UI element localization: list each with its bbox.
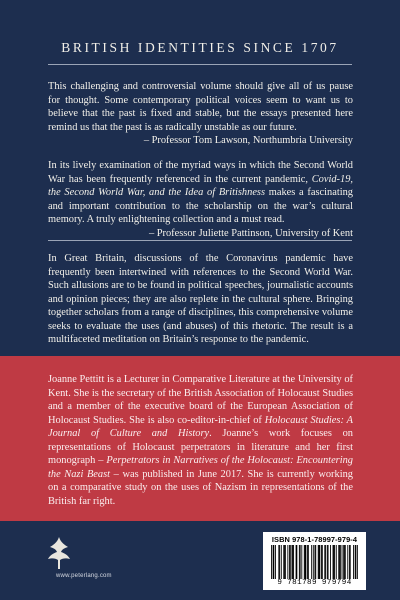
barcode-bar bbox=[301, 545, 302, 579]
barcode-bar bbox=[305, 545, 306, 579]
barcode-bar bbox=[315, 545, 316, 579]
peter-lang-logo-icon bbox=[45, 536, 73, 570]
barcode-bar bbox=[271, 545, 272, 579]
barcode-bar bbox=[281, 545, 282, 579]
barcode-bar bbox=[324, 545, 325, 579]
barcode-bar bbox=[357, 545, 358, 579]
barcode-bar bbox=[327, 545, 328, 579]
barcode-bar bbox=[347, 545, 348, 579]
barcode-bar bbox=[292, 545, 293, 579]
barcode-bar bbox=[293, 545, 294, 579]
book-description: In Great Britain, discussions of the Coronavirus pandemic have frequently been intertwined with references to the Second World War. Such allusions are to be found in political speeches, journalistic accounts and opinion pieces; they are also replete in the cultural sphere. Bringing together scholars from a range of disciplines, this comprehensive volume seeks to evaluate the uses (and abuses) of this rhetoric. The result is a multifaceted meditation on Britain’s response to the pandemic. bbox=[48, 253, 353, 345]
top-divider bbox=[48, 64, 352, 65]
barcode-bar bbox=[340, 545, 341, 579]
barcode-bar bbox=[299, 545, 300, 579]
endorsement-text: This challenging and controversial volume should give all of us pause for thought. Some contemporary political voices seem to want us to believe that the past is fixed and stable, but the essays presented here remind us that the past is as radically unstable as our future. bbox=[48, 81, 353, 133]
barcode-bar bbox=[290, 545, 291, 579]
barcode-bar bbox=[333, 545, 334, 579]
barcode-bar bbox=[322, 545, 323, 579]
barcode-bar bbox=[304, 545, 305, 579]
barcode-bar bbox=[284, 545, 285, 579]
barcode-bar bbox=[353, 545, 354, 579]
author-bio: Joanne Pettitt is a Lecturer in Comparative Literature at the University of Kent. She is the secretary of the British Association of Holocaust Studies and a member of the executive board of the European Association of Holocaust Studies. She is also co-editor-in-chief of Holocaust Studies: A Journal of Culture and History. Joanne’s work focuses on representations of Holocaust perpetrators in literature and her first monograph – Perpetrators in Narratives of the Holocaust: Encountering the Nazi Beast – was published in June 2017. She is currently working on a comparative study on the uses of Nazism in representations of the British far right. bbox=[48, 374, 354, 507]
barcode-bar bbox=[342, 545, 343, 579]
barcode-bar bbox=[321, 545, 322, 579]
middle-divider bbox=[48, 240, 352, 241]
barcode-bar bbox=[311, 545, 312, 579]
endorsement-attribution: – Professor Juliette Pattinson, University of Kent bbox=[148, 227, 353, 239]
barcode-bar bbox=[308, 545, 309, 579]
barcode-bar bbox=[307, 545, 308, 579]
barcode-bar bbox=[305, 545, 306, 579]
barcode-bar bbox=[325, 545, 326, 579]
monograph-title-italic: Perpetrators in Narratives of the Holocaust: Encountering the Nazi Beast bbox=[48, 455, 354, 480]
barcode-bar bbox=[328, 545, 329, 579]
barcode-bar bbox=[356, 545, 357, 579]
barcode-bar bbox=[318, 545, 319, 579]
endorsement-attribution: – Professor Tom Lawson, Northumbria University bbox=[143, 135, 353, 146]
barcode-bar bbox=[319, 545, 320, 579]
barcode-bar bbox=[285, 545, 286, 579]
barcode-bar bbox=[275, 545, 276, 579]
barcode-bar bbox=[273, 545, 274, 579]
barcode-bar bbox=[296, 545, 297, 579]
barcode-bar bbox=[287, 545, 288, 579]
barcode-bar bbox=[334, 545, 335, 579]
barcode-bars bbox=[271, 545, 358, 579]
endorsement-text: In its lively examination of the myriad ways in which the Second World War has been frequently referenced in the current pandemic, bbox=[48, 160, 353, 185]
barcode-bar bbox=[343, 545, 344, 579]
barcode-bar bbox=[278, 545, 279, 579]
barcode-bar bbox=[355, 545, 356, 579]
isbn-barcode bbox=[263, 532, 366, 590]
barcode-bar bbox=[273, 545, 274, 579]
journal-title-italic: Holocaust Studies: A Journal of Culture and History bbox=[48, 414, 354, 439]
barcode-bar bbox=[292, 545, 293, 579]
barcode-bar bbox=[350, 545, 351, 579]
barcode-bar bbox=[296, 545, 297, 579]
barcode-bar bbox=[283, 545, 284, 579]
barcode-bar bbox=[349, 545, 350, 579]
barcode-bar bbox=[319, 545, 320, 579]
barcode-bar bbox=[289, 545, 290, 579]
publisher-url: www.peterlang.com bbox=[56, 573, 112, 579]
barcode-bar bbox=[338, 545, 339, 579]
series-title: BRITISH IDENTITIES SINCE 1707 bbox=[61, 40, 339, 55]
barcode-bar bbox=[336, 545, 337, 579]
barcode-digits: 9 781789 979794 bbox=[277, 579, 352, 587]
endorsement-quote bbox=[48, 159, 353, 240]
barcode-bar bbox=[345, 545, 346, 579]
barcode-bar bbox=[315, 545, 316, 579]
barcode-bar bbox=[300, 545, 301, 579]
barcode-bar bbox=[333, 545, 334, 579]
barcode-bar bbox=[344, 545, 345, 579]
barcode-bar bbox=[339, 545, 340, 579]
barcode-bar bbox=[313, 545, 314, 579]
endorsement-quote bbox=[48, 80, 353, 148]
isbn-text: ISBN 978-1-78997-979-4 bbox=[271, 535, 358, 544]
barcode-bar bbox=[279, 545, 280, 579]
barcode-bar bbox=[330, 545, 331, 579]
book-title-italic: Covid-19, the Second World War, and the Idea of Britishness bbox=[48, 173, 353, 198]
endorsement-text: makes a fascinating and important contribution to the scholarship on the war’s cultural memory. A truly enlightening collection and a must read. bbox=[48, 187, 353, 225]
